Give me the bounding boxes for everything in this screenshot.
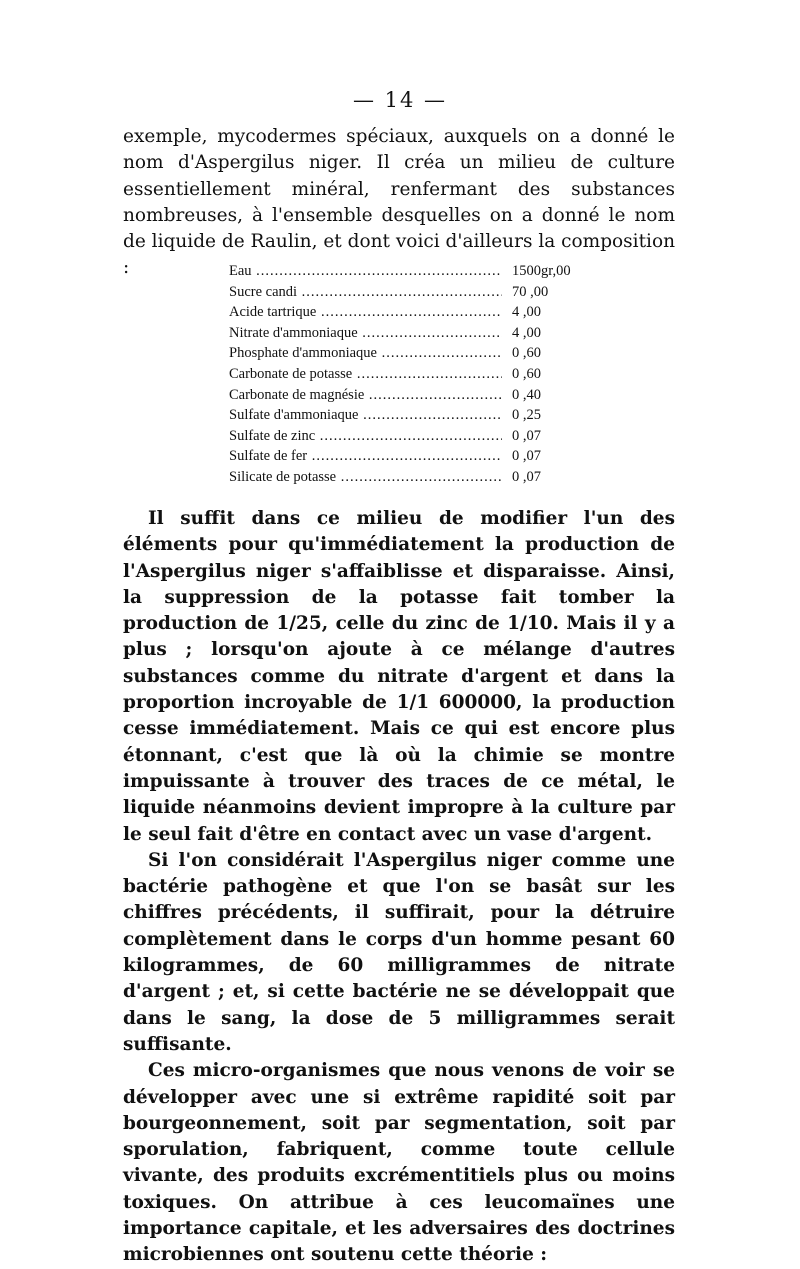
composition-quantity: 0 ,25 (512, 407, 541, 424)
composition-substance: Sucre candi ..... (229, 282, 502, 303)
composition-row (229, 323, 574, 344)
composition-row (229, 385, 574, 406)
composition-quantity: 4 ,00 (512, 304, 541, 321)
composition-quantity: 0 ,40 (512, 386, 541, 403)
composition-quantity: 70 ,00 (512, 283, 549, 300)
composition-substance: Phosphate d'ammoniaque ..... (229, 343, 502, 364)
composition-table (229, 261, 574, 488)
body-paragraph-bacterie: Si l'on considérait l'Aspergilus niger comme une bactérie pathogène et que l'on se basât sur les chiffres précédents, il suffirait, pour la détruire complètement dans le corps d'un homme pesant 60 kilogrammes, de 60 milligrammes de nitrate d'argent ; et, si cette bactérie ne se développait que dans le sang, la dose de 5 milligrammes serait suffisante. (123, 849, 675, 1055)
body-text-block (123, 506, 675, 1269)
composition-substance: Nitrate d'ammoniaque ..... (229, 323, 502, 344)
composition-row (229, 261, 574, 282)
composition-substance: Silicate de potasse ..... (229, 467, 502, 488)
composition-row (229, 343, 574, 364)
intro-paragraph-block (123, 124, 675, 282)
composition-substance: Carbonate de potasse ..... (229, 364, 502, 385)
composition-substance: Carbonate de magnésie ..... (229, 385, 502, 406)
composition-quantity: 1500gr,00 (512, 263, 571, 279)
page-number: — 14 — (352, 88, 448, 112)
composition-row (229, 467, 574, 488)
composition-quantity: 0 ,07 (512, 468, 541, 485)
composition-substance: Sulfate d'ammoniaque ..... (229, 405, 502, 426)
composition-substance: Sulfate de zinc ..... (229, 426, 502, 447)
body-paragraph-leucomaines: Ces micro-organismes que nous venons de voir se développer avec une si extrême rapidité soit par bourgeonnement, soit par segmentation, soit par sporulation, fabriquent, comme toute cellule vivante, des produits excrémentitiels plus ou moins toxiques. On attribue à ces leucomaïnes une importance capitale, et les adversaires des doctrines microbiennes ont soutenu cette théorie : (123, 1060, 675, 1266)
composition-row (229, 302, 574, 323)
composition-row (229, 364, 574, 385)
composition-quantity: 0 ,07 (512, 427, 541, 444)
composition-quantity: 4 ,00 (512, 324, 541, 341)
composition-substance: Sulfate de fer ..... (229, 446, 502, 467)
composition-row (229, 446, 574, 467)
composition-row (229, 426, 574, 447)
composition-quantity: 0 ,60 (512, 345, 541, 362)
composition-row (229, 282, 574, 303)
composition-substance: Eau ..... (229, 261, 502, 282)
body-paragraph-nitrate: Il suffit dans ce milieu de modifier l'un des éléments pour qu'immédiatement la production de l'Aspergilus niger s'affaiblisse et disparaisse. Ainsi, la suppression de la potasse fait tomber la production de 1/25, celle du zinc de 1/10. Mais il y a plus ; lorsqu'on ajoute à ce mélange d'autres substances comme du nitrate d'argent et dans la proportion incroyable de 1/1 600000, la production cesse immédiatement. Mais ce qui est encore plus étonnant, c'est que là où la chimie se montre impuissante à trouver des traces de ce métal, le liquide néanmoins devient impropre à la culture par le seul fait d'être en contact avec un vase d'argent. (123, 508, 675, 845)
intro-paragraph: exemple, mycodermes spéciaux, auxquels on a donné le nom d'Aspergilus niger. Il créa un milieu de culture essentiellement minéral, renfermant des substances nombreuses, à l'ensemble desquelles on a donné le nom de liquide de Raulin, et dont voici d'ailleurs la composition : (123, 126, 675, 279)
composition-substance: Acide tartrique ..... (229, 302, 502, 323)
composition-quantity: 0 ,60 (512, 365, 541, 382)
composition-quantity: 0 ,07 (512, 448, 541, 465)
composition-row (229, 405, 574, 426)
